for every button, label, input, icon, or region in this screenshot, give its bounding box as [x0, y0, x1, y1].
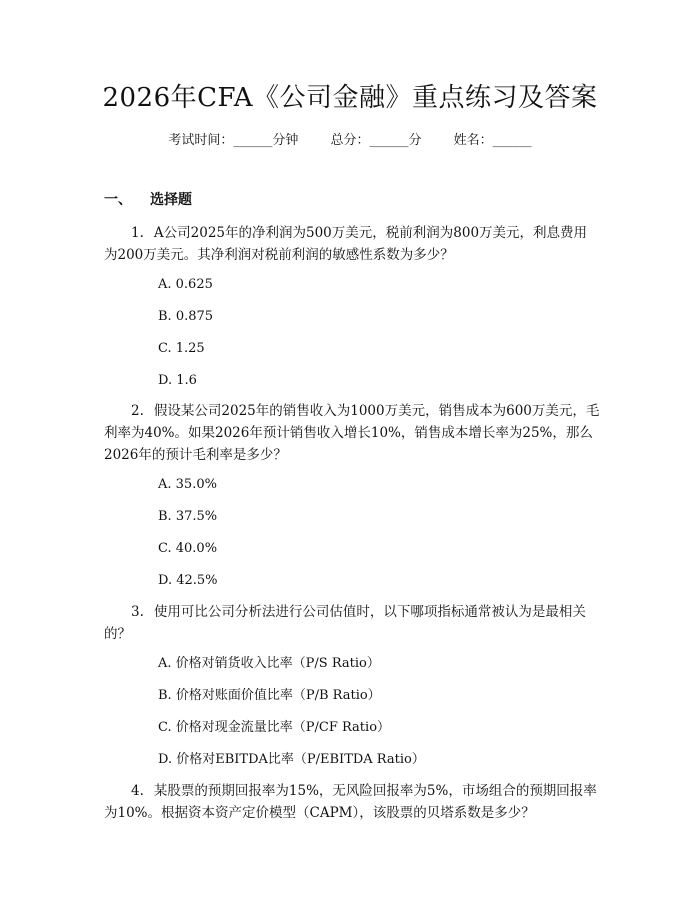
- question-2-option-d: D. 42.5%: [158, 573, 218, 588]
- question-text: 假设某公司2025年的销售收入为1000万美元，销售成本为600万美元，毛利率为40%。如果2026年预计销售收入增长10%，销售成本增长率为25%，那么2026年的预计毛利率是多少？: [104, 403, 600, 463]
- question-number: 3.: [131, 604, 144, 620]
- question-1-option-d: D. 1.6: [158, 373, 197, 388]
- question-2: [104, 400, 600, 466]
- question-1-option-b: B. 0.875: [158, 309, 214, 324]
- question-4: [104, 780, 600, 824]
- question-2-option-c: C. 40.0%: [158, 541, 218, 556]
- question-2-option-b: B. 37.5%: [158, 509, 218, 524]
- section-title: 选择题: [150, 192, 192, 208]
- question-number: 1.: [131, 225, 144, 241]
- question-2-option-a: A. 35.0%: [158, 477, 217, 492]
- question-3-option-b: B. 价格对账面价值比率（P/B Ratio）: [158, 688, 381, 703]
- question-3-option-c: C. 价格对现金流量比率（P/CF Ratio）: [158, 720, 391, 735]
- question-text: 使用可比公司分析法进行公司估值时，以下哪项指标通常被认为是最相关的？: [104, 604, 586, 642]
- question-text: 某股票的预期回报率为15%，无风险回报率为5%，市场组合的预期回报率为10%。根据资本资产定价模型（CAPM），该股票的贝塔系数是多少？: [104, 783, 597, 821]
- question-3-option-a: A. 价格对销货收入比率（P/S Ratio）: [158, 656, 380, 671]
- section-number: 一、: [104, 192, 132, 208]
- student-name-field: 姓名：______: [453, 133, 532, 148]
- exam-meta: [0, 131, 700, 151]
- question-number: 4.: [131, 783, 144, 799]
- question-1: [104, 222, 600, 266]
- section-heading: [104, 190, 192, 210]
- question-1-option-c: C. 1.25: [158, 341, 205, 356]
- question-number: 2.: [131, 403, 144, 419]
- exam-time-field: 考试时间：______分钟: [168, 133, 299, 148]
- question-3-option-d: D. 价格对EBITDA比率（P/EBITDA Ratio）: [158, 752, 425, 767]
- document-title: 2026年CFA《公司金融》重点练习及答案: [102, 83, 598, 113]
- question-1-option-a: A. 0.625: [158, 277, 213, 292]
- total-score-field: 总分：______分: [330, 133, 422, 148]
- question-text: A公司2025年的净利润为500万美元，税前利润为800万美元，利息费用为200万美元。其净利润对税前利润的敏感性系数为多少？: [104, 225, 588, 263]
- question-3: [104, 601, 600, 645]
